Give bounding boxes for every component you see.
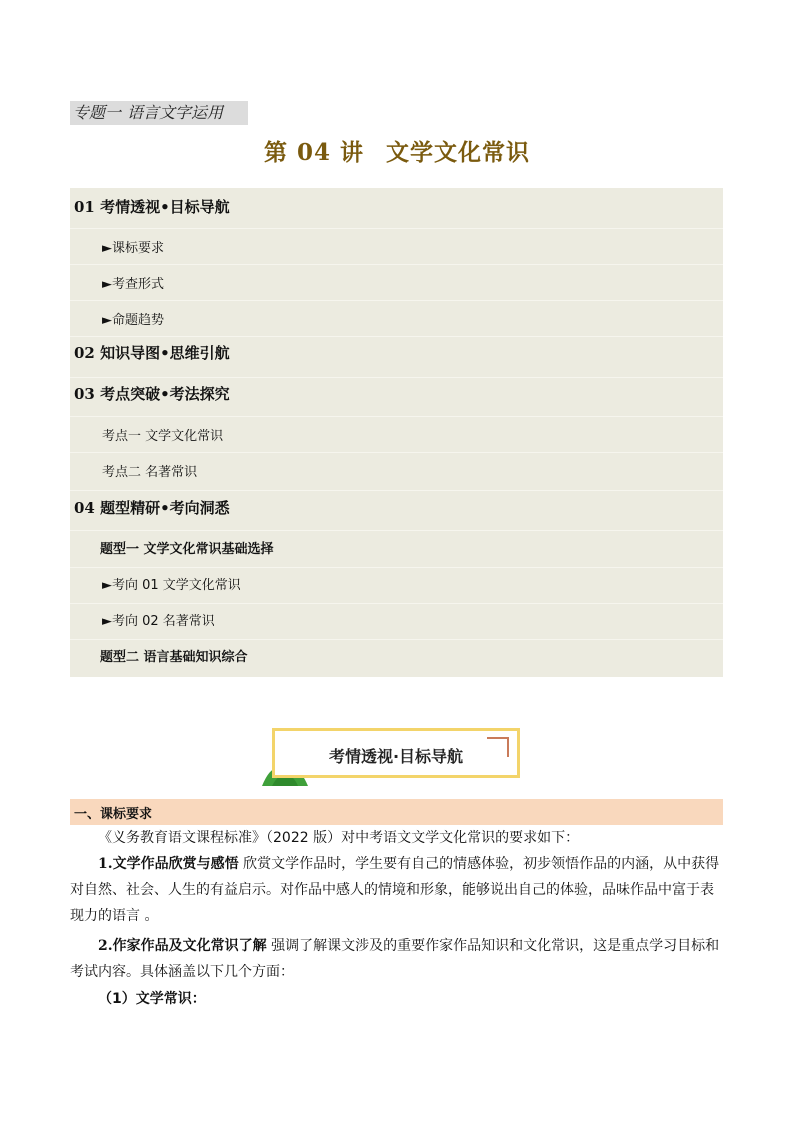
toc-item-label: ►课标要求: [102, 241, 164, 256]
toc-item-label: 考点一 文学文化常识: [102, 429, 224, 444]
toc-item-label: ►考向 01 文学文化常识: [102, 578, 241, 593]
toc-item[interactable]: [70, 188, 723, 229]
paragraph-2-text: 强调了解课文涉及的重要作家作品知识和文化常识，这是重点学习目标和考试内容。具体涵盖以下几个方面：: [70, 938, 720, 980]
toc-item-label: 03 考点突破•考法探究: [74, 385, 230, 403]
subheading-literary: （1）文学常识：: [98, 991, 206, 1007]
paragraph-1-heading: 1.文学作品欣赏与感悟: [98, 856, 239, 872]
toc-item-label: 04 题型精研•考向洞悉: [74, 499, 230, 517]
toc-item[interactable]: [70, 417, 723, 453]
toc-item-label: 考点二 名著常识: [102, 465, 198, 480]
intro-paragraph: 《义务教育语文课程标准》（2022 版）对中考语文文学文化常识的要求如下：: [98, 830, 580, 846]
toc-item[interactable]: [70, 337, 723, 378]
toc-item-label: 题型一 文学文化常识基础选择: [100, 542, 274, 557]
series-part-1: 专题一: [73, 103, 122, 122]
section-heading-bar: [70, 799, 723, 825]
toc-item[interactable]: [70, 229, 723, 265]
toc-item[interactable]: [70, 568, 723, 604]
toc-item-label: ►考向 02 名著常识: [102, 614, 215, 629]
paragraph-1-text: 欣赏文学作品时，学生要有自己的情感体验，初步领悟作品的内涵，从中获得对自然、社会、人生的有益启示。对作品中感人的情境和形象，能够说出自己的体验，品味作品中富于表现力的语言 。: [70, 856, 720, 924]
toc-item[interactable]: [70, 531, 723, 568]
section-banner: [272, 728, 520, 778]
banner-title: 考情透视·目标导航: [328, 747, 464, 766]
paragraph-2: [70, 933, 725, 985]
lecture-number: 第 04 讲: [263, 139, 365, 166]
paragraph-2-heading: 2.作家作品及文化常识了解: [98, 938, 267, 954]
lecture-title: [0, 134, 794, 167]
toc-item-label: ►考查形式: [102, 277, 164, 292]
series-part-2: 语言文字运用: [127, 103, 224, 122]
lecture-topic: 文学文化常识: [386, 139, 531, 166]
toc-item[interactable]: [70, 453, 723, 491]
toc-item-label: 02 知识导图•思维引航: [74, 344, 230, 362]
toc-item[interactable]: [70, 604, 723, 640]
paragraph-1: [70, 851, 725, 929]
toc-item-label: ►命题趋势: [102, 313, 164, 328]
section-heading: 一、课标要求: [74, 807, 153, 822]
toc-item-label: 题型二 语言基础知识综合: [100, 650, 248, 665]
toc-item[interactable]: [70, 491, 723, 531]
table-of-contents: [70, 188, 723, 677]
toc-item[interactable]: [70, 301, 723, 337]
toc-item[interactable]: [70, 640, 723, 677]
banner-decoration: [487, 737, 509, 739]
series-tag: [70, 101, 248, 125]
toc-item[interactable]: [70, 378, 723, 417]
toc-item[interactable]: [70, 265, 723, 301]
toc-item-label: 01 考情透视•目标导航: [74, 198, 230, 216]
